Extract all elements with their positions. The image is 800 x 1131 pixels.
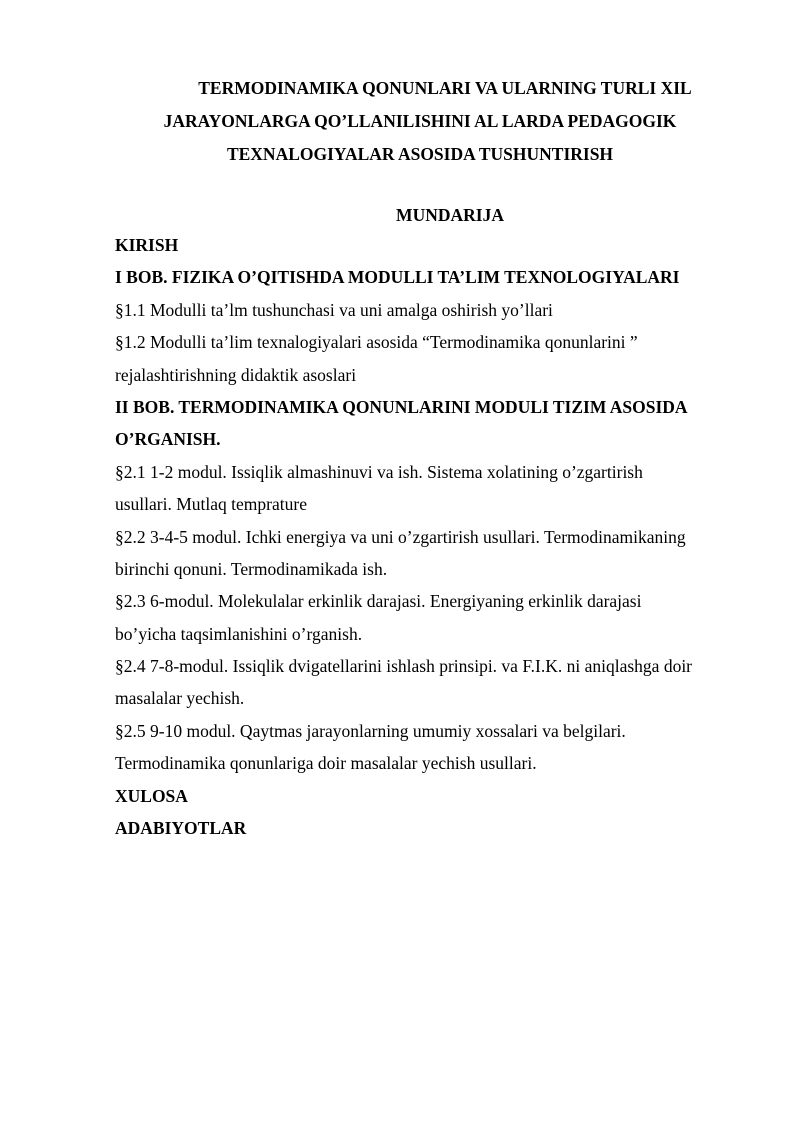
toc-entry: rejalashtirishning didaktik asoslari xyxy=(115,364,357,385)
toc-entry: masalalar yechish. xyxy=(115,688,245,709)
toc-entry: §1.1 Modulli ta’lm tushunchasi va uni amalga oshirish yo’llari xyxy=(115,299,553,320)
toc-heading: MUNDARIJA xyxy=(396,205,504,225)
toc-entry: §2.5 9-10 modul. Qaytmas jarayonlarning umumiy xossalari va belgilari. xyxy=(115,720,626,741)
toc-entry: §2.3 6-modul. Molekulalar erkinlik darajasi. Energiyaning erkinlik darajasi xyxy=(115,591,642,612)
toc-entry: Termodinamika qonunlariga doir masalalar yechish usullari. xyxy=(115,753,537,774)
table-of-contents xyxy=(115,229,755,844)
title-line: TEXNALOGIYALAR ASOSIDA TUSHUNTIRISH xyxy=(226,144,614,164)
document-title xyxy=(100,72,740,171)
toc-entry: usullari. Mutlaq temprature xyxy=(115,494,307,515)
toc-section-heading: KIRISH xyxy=(115,235,179,255)
toc-entry: §2.4 7-8-modul. Issiqlik dvigatellarini ishlash prinsipi. va F.I.K. ni aniqlashga doir xyxy=(115,656,693,677)
toc-entry: §1.2 Modulli ta’lim texnalogiyalari asosida “Termodinamika qonunlarini ” xyxy=(115,332,638,353)
toc-section-heading: O’RGANISH. xyxy=(115,429,221,450)
toc-entry: birinchi qonuni. Termodinamikada ish. xyxy=(115,558,388,579)
toc-entry: bo’yicha taqsimlanishini o’rganish. xyxy=(115,623,363,644)
title-line: JARAYONLARGA QO’LLANILISHINI AL LARDA PEDAGOGIK xyxy=(163,111,677,131)
toc-section-heading: XULOSA xyxy=(115,785,188,806)
title-line: TERMODINAMIKA QONUNLARI VA ULARNING TURLI XIL xyxy=(198,78,692,98)
toc-section-heading: ADABIYOTLAR xyxy=(115,818,247,839)
toc-entry: §2.2 3-4-5 modul. Ichki energiya va uni o’zgartirish usullari. Termodinamikaning xyxy=(115,526,686,547)
toc-entry: §2.1 1-2 modul. Issiqlik almashinuvi va ish. Sistema xolatining o’zgartirish xyxy=(115,461,643,482)
toc-section-heading: I BOB. FIZIKA O’QITISHDA MODULLI TA’LIM TEXNOLOGIYALARI xyxy=(115,267,680,288)
toc-section-heading: II BOB. TERMODINAMIKA QONUNLARINI MODULI TIZIM ASOSIDA xyxy=(115,396,688,417)
